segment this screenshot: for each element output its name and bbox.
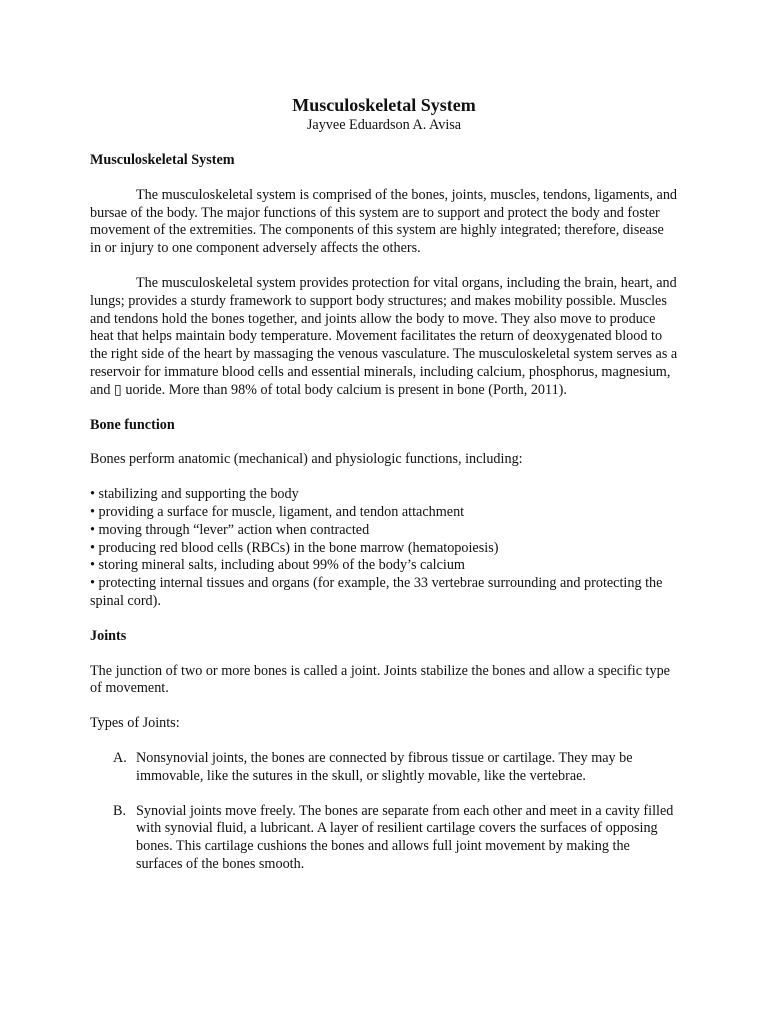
joint-type-item xyxy=(90,750,678,786)
document-author: Jayvee Eduardson A. Avisa xyxy=(306,117,462,133)
intro-paragraph-2: The musculoskeletal system provides protection for vital organs, including the brain, heart, and lungs; provides a sturdy framework to support body structures; and makes mobility possible. Muscles and tendons hold the bones together, and joints allow the body to move. They also move to produce heat that helps maintain body temperature. Movement facilitates the return of deoxygenated blood to the right side of the heart by massaging the venous vasculature. The musculoskeletal system serves as a reservoir for immature blood cells and essential minerals, including calcium, phosphorus, magnesium, and ▯ uoride. More than 98% of total body calcium is present in bone (Porth, 2011). xyxy=(90,274,678,398)
list-item: • moving through “lever” action when contracted xyxy=(90,521,370,538)
section-heading-bone-function: Bone function xyxy=(90,416,175,433)
list-marker: B. xyxy=(113,802,127,819)
document-body xyxy=(90,94,678,891)
joint-type-item xyxy=(90,803,678,874)
section-heading-joints: Joints xyxy=(90,627,127,644)
joint-type-text: Nonsynovial joints, the bones are connected by fibrous tissue or cartilage. They may be immovable, like the sutures in the skull, or slightly movable, like the vertebrae. xyxy=(136,749,633,784)
joints-paragraph: The junction of two or more bones is called a joint. Joints stabilize the bones and allow a specific type of movement. xyxy=(90,662,670,697)
list-item: • storing mineral salts, including about 99% of the body’s calcium xyxy=(90,557,465,574)
bone-function-list xyxy=(90,486,678,611)
bone-function-lead: Bones perform anatomic (mechanical) and physiologic functions, including: xyxy=(90,451,523,468)
joint-type-text: Synovial joints move freely. The bones are separate from each other and meet in a cavity filled with synovial fluid, a lubricant. A layer of resilient cartilage covers the surfaces of opposing bones. This cartilage cushions the bones and allows full joint movement by making the surfaces of the bones smooth. xyxy=(136,802,674,872)
document-title: Musculoskeletal System xyxy=(292,95,476,115)
list-item: • protecting internal tissues and organs (for example, the 33 vertebrae surrounding and protecting the spinal cord). xyxy=(90,575,663,609)
list-item: • stabilizing and supporting the body xyxy=(90,486,299,503)
intro-paragraph-1: The musculoskeletal system is comprised of the bones, joints, muscles, tendons, ligaments, and bursae of the body. The major functions of this system are to support and protect the body and foster movement of the extremities. The components of this system are highly integrated; therefore, disease in or injury to one component adversely affects the others. xyxy=(90,186,678,257)
list-marker: A. xyxy=(113,749,127,766)
section-heading-musculoskeletal: Musculoskeletal System xyxy=(90,152,235,168)
list-item: • producing red blood cells (RBCs) in the bone marrow (hematopoiesis) xyxy=(90,539,499,556)
list-item: • providing a surface for muscle, ligament, and tendon attachment xyxy=(90,503,465,520)
types-of-joints-label: Types of Joints: xyxy=(90,715,180,732)
